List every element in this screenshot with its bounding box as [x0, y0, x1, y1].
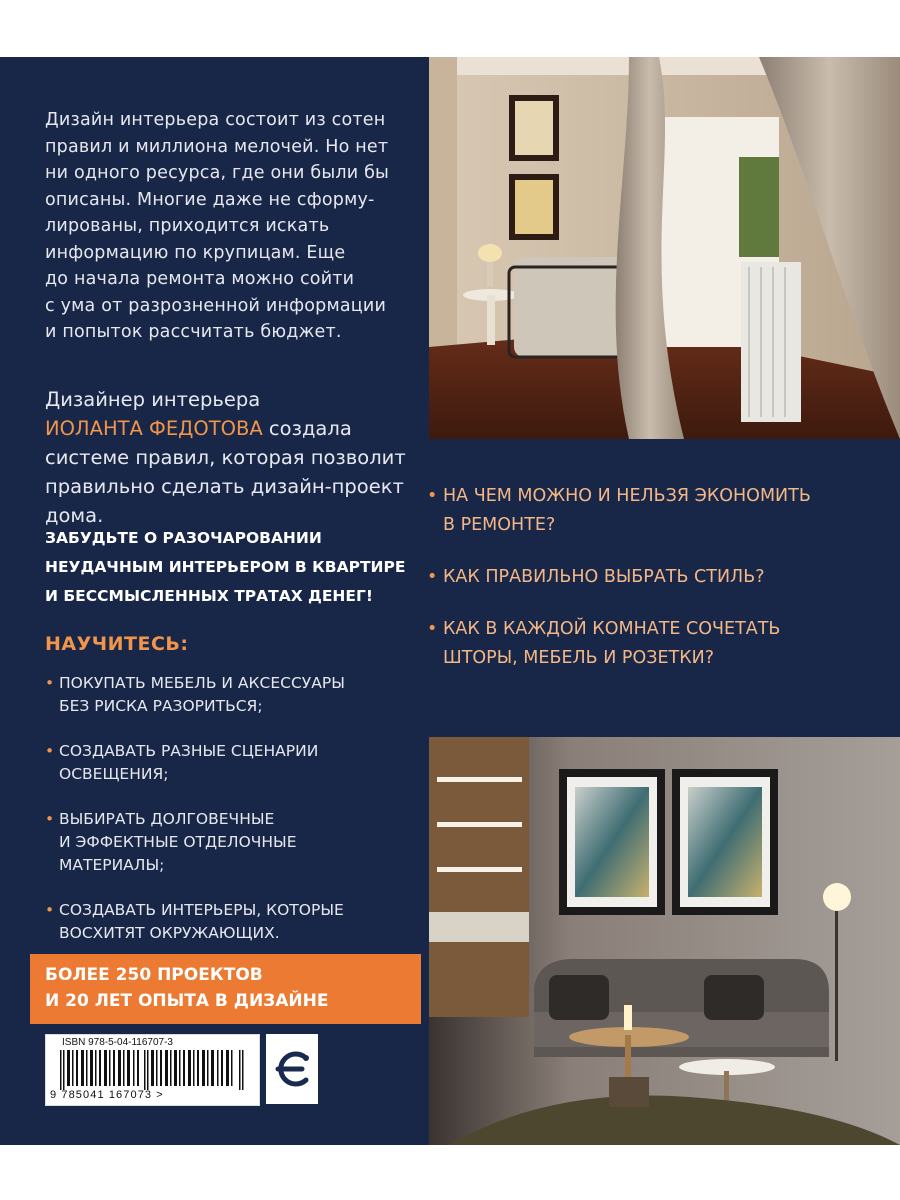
bullet: • [427, 567, 438, 587]
bullet: • [45, 742, 55, 760]
barcode-digits: 9 785041 167073 > [50, 1089, 164, 1101]
list-item: • НА ЧЕМ МОЖНО И НЕЛЬЗЯ ЭКОНОМИТЬ В РЕМОНТЕ? [427, 482, 877, 540]
banner-text: БОЛЕЕ 250 ПРОЕКТОВ И 20 ЛЕТ ОПЫТА В ДИЗАЙНЕ [45, 965, 329, 1011]
barcode-bars [60, 1050, 245, 1090]
bullet: • [45, 810, 55, 828]
bedroom-photo [429, 57, 900, 439]
list-item: • КАК В КАЖДОЙ КОМНАТЕ СОЧЕТАТЬ ШТОРЫ, МЕБЕЛЬ И РОЗЕТКИ? [427, 615, 877, 673]
list-item: • ПОКУПАТЬ МЕБЕЛЬ И АКСЕССУАРЫ БЕЗ РИСКА РАЗОРИТЬСЯ; [45, 674, 345, 715]
eksmo-logo-icon [266, 1034, 318, 1104]
isbn-text: ISBN 978-5-04-116707-3 [62, 1037, 173, 1048]
living-room-photo [429, 737, 900, 1145]
barcode [45, 1034, 260, 1106]
learn-heading: НАУЧИТЕСЬ: [45, 633, 189, 655]
list-item: • ВЫБИРАТЬ ДОЛГОВЕЧНЫЕ И ЭФФЕКТНЫЕ ОТДЕЛОЧНЫЕ МАТЕРИАЛЫ; [45, 810, 297, 874]
bullet: • [427, 486, 438, 506]
author-name: ИОЛАНТА ФЕДОТОВА [45, 417, 263, 440]
experience-banner [30, 954, 421, 1024]
intro-text [45, 107, 405, 346]
author-suffix: создала системе правил, которая позволит правильно сделать дизайн-проект дома. [45, 417, 406, 527]
learn-list [45, 672, 395, 967]
bullet: • [427, 619, 438, 639]
author-prefix: Дизайнер интерьера [45, 388, 261, 411]
back-cover [0, 57, 900, 1145]
questions-list [427, 482, 877, 696]
bullet: • [45, 901, 55, 919]
intro-paragraph: Дизайн интерьера состоит из сотен правил и миллиона мелочей. Но нет ни одного ресурса, где они были бы описаны. Многие даже не сформу- лированы, приходится искать информацию по крупицам. Еще до начала ремонта можно сойти с ума от разрозненной информации и попыток рассчитать бюджет. [45, 110, 390, 342]
list-item: • СОЗДАВАТЬ РАЗНЫЕ СЦЕНАРИИ ОСВЕЩЕНИЯ; [45, 742, 319, 783]
warning-headline: ЗАБУДЬТЕ О РАЗОЧАРОВАНИИ НЕУДАЧНЫМ ИНТЕРЬЕРОМ В КВАРТИРЕ И БЕССМЫСЛЕННЫХ ТРАТАХ ДЕНЕГ! [45, 529, 406, 605]
list-item: • СОЗДАВАТЬ ИНТЕРЬЕРЫ, КОТОРЫЕ ВОСХИТЯТ ОКРУЖАЮЩИХ. [45, 901, 344, 942]
author-paragraph [45, 385, 415, 530]
bullet: • [45, 674, 55, 692]
list-item: • КАК ПРАВИЛЬНО ВЫБРАТЬ СТИЛЬ? [427, 563, 877, 592]
